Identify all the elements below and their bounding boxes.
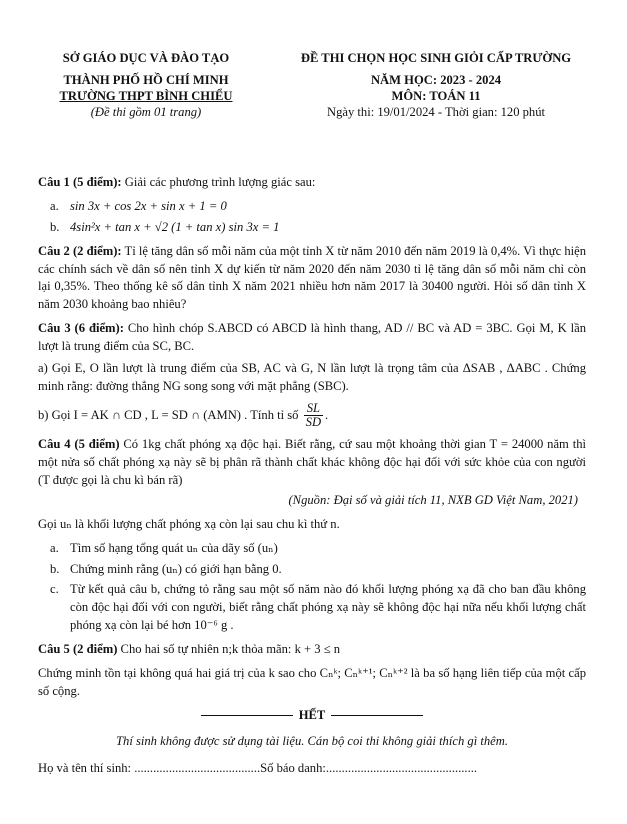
question-1-part-a xyxy=(38,198,586,216)
city-name: THÀNH PHỐ HỒ CHÍ MINH xyxy=(63,73,229,87)
fraction-denominator: SD xyxy=(305,415,322,430)
question-4-part-a xyxy=(38,540,586,558)
question-2 xyxy=(38,243,586,315)
equation-a: sin 3x + cos 2x + sin x + 1 = 0 xyxy=(70,198,227,213)
question-4-intro: Gọi uₙ là khối lượng chất phóng xạ còn lại sau chu kì thứ n. xyxy=(38,516,340,531)
question-2-head: Câu 2 (2 điểm): xyxy=(38,243,122,258)
school-name: TRƯỜNG THPT BÌNH CHIỂU xyxy=(59,89,233,103)
part-a-text: Tìm số hạng tổng quát uₙ của dãy số (uₙ) xyxy=(70,540,278,555)
part-label: c. xyxy=(50,582,59,597)
ratio-fraction xyxy=(304,402,323,431)
question-3-part-b: b) Gọi I = AK ∩ CD , L = SD ∩ (AMN) . Tính tỉ số $\frac{SL}{SD}$ . xyxy=(38,400,329,430)
question-4-part-c xyxy=(38,581,586,635)
question-4-text: Có 1kg chất phóng xạ độc hại. Biết rằng, cứ sau một khoảng thời gian T = 24000 năm thì một nửa số chất phóng xạ này sẽ bị phân rã thành chất khác không độc hại đối với sức khỏe của con người (T được gọi là chu kì bán rã) xyxy=(38,437,586,488)
exam-content xyxy=(38,174,586,784)
question-5 xyxy=(38,641,586,659)
part-label: b. xyxy=(50,561,60,576)
question-3-head: Câu 3 (6 điểm): xyxy=(38,321,124,336)
part-label: a. xyxy=(50,540,59,555)
divider xyxy=(331,715,423,716)
exam-date-time: Ngày thi: 19/01/2024 - Thời gian: 120 phút xyxy=(326,105,546,119)
question-5-head: Câu 5 (2 điểm) xyxy=(38,642,118,657)
exam-title: ĐỀ THI CHỌN HỌC SINH GIỎI CẤP TRƯỜNG xyxy=(300,51,572,65)
question-4-part-b xyxy=(38,561,586,579)
end-text: HẾT xyxy=(298,707,326,722)
question-1-part-b xyxy=(38,219,586,237)
part-label: b. xyxy=(50,219,60,234)
equation-b: 4sin²x + tan x + √2 (1 + tan x) sin 3x = 1 xyxy=(70,219,280,234)
pages-note: (Đề thi gồm 01 trang) xyxy=(90,105,202,119)
question-4-head: Câu 4 (5 điểm) xyxy=(38,437,120,452)
part-c-text: Từ kết quả câu b, chứng tỏ rằng sau một số năm nào đó khối lượng phóng xạ đã cho ban đầu không còn độc hại đối với con người, biết rằng chất phóng xạ này sẽ không độc hại nữa nếu khối lượng chất phóng xạ còn lại bé hơn 10⁻⁶ g . xyxy=(70,582,586,633)
candidate-info-line: Họ và tên thí sinh: ........................................Số báo danh:................................................ xyxy=(38,761,478,776)
question-2-text: Tỉ lệ tăng dân số mỗi năm của một tỉnh X từ năm 2010 đến năm 2019 là 0,4%. Vì thực hiện các chính sách về dân số nên tỉnh X dự kiến từ năm 2020 đến năm 2030 tỉ lệ tăng dân số mỗi năm chỉ còn lại 0,35%. Theo thống kê số dân tỉnh X năm 2021 nhiều hơn năm 2017 là 30400 người. Hỏi số dân tỉnh X năm 2030 khoảng bao nhiêu? xyxy=(38,243,586,312)
question-3-part-b-text: b) Gọi I = AK ∩ CD , L = SD ∩ (AMN) . Tính tỉ số xyxy=(38,407,299,422)
question-5-body: Chứng minh tồn tại không quá hai giá trị của k sao cho Cₙᵏ; Cₙᵏ⁺¹; Cₙᵏ⁺² là ba số hạng liên tiếp của một cấp số cộng. xyxy=(38,665,586,698)
school-year: NĂM HỌC: 2023 - 2024 xyxy=(370,73,502,87)
question-4 xyxy=(38,436,586,490)
exam-note: Thí sinh không được sử dụng tài liệu. Cán bộ coi thi không giải thích gì thêm. xyxy=(116,733,508,748)
question-4-source: (Nguồn: Đại số và giải tích 11, NXB GD Việt Nam, 2021) xyxy=(288,492,578,507)
question-3-part-a: a) Gọi E, O lần lượt là trung điểm của SB, AC và G, N lần lượt là trọng tâm của ΔSAB , ΔABC . Chứng minh rằng: đường thẳng NG song song với mặt phẳng (SBC). xyxy=(38,360,586,393)
fraction-numerator: SL xyxy=(304,402,323,417)
department-name: SỞ GIÁO DỤC VÀ ĐÀO TẠO xyxy=(62,51,230,65)
question-5-text: Cho hai số tự nhiên n;k thỏa mãn: k + 3 ≤ n xyxy=(117,642,341,657)
question-1-head: Câu 1 (5 điểm): xyxy=(38,175,122,189)
part-label: a. xyxy=(50,198,59,213)
question-3 xyxy=(38,320,586,356)
question-1 xyxy=(38,174,586,192)
end-marker xyxy=(38,707,586,725)
divider xyxy=(201,715,293,716)
question-1-text: Giải các phương trình lượng giác sau: xyxy=(121,175,316,189)
subject: MÔN: TOÁN 11 xyxy=(391,89,481,103)
question-3-text: Cho hình chóp S.ABCD có ABCD là hình thang, AD // BC và AD = 3BC. Gọi M, K lần lượt là trung điểm của SC, BC. xyxy=(38,321,586,353)
part-b-text: Chứng minh rằng (uₙ) có giới hạn bằng 0. xyxy=(70,561,282,576)
